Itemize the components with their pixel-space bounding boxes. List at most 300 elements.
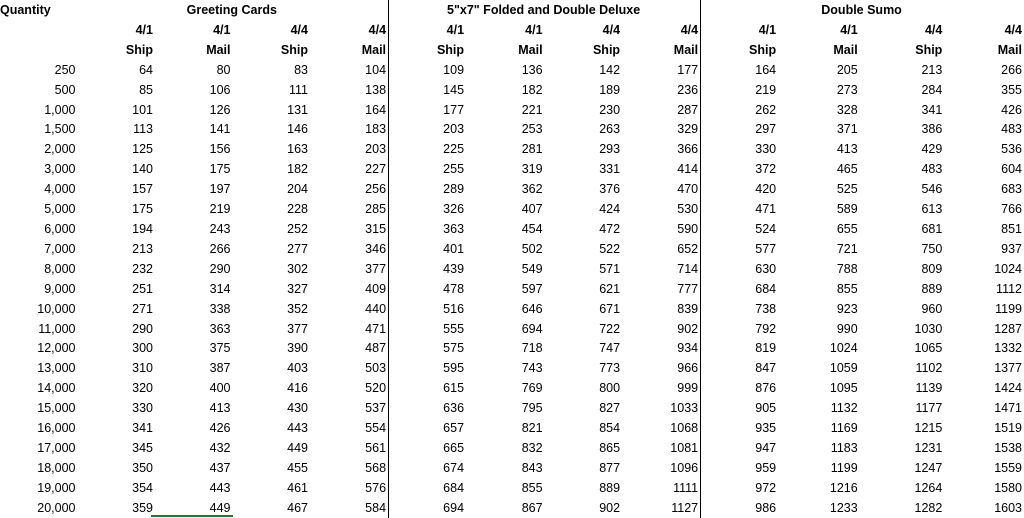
price-cell: 718 (521, 341, 543, 356)
price-cell: 855 (836, 281, 858, 296)
price-cell: 221 (521, 102, 543, 117)
price-cell: 1603 (994, 500, 1022, 515)
price-cell: 426 (1001, 102, 1022, 117)
price-cell: 432 (209, 440, 231, 455)
price-cell: 232 (132, 261, 153, 276)
price-cell: 630 (755, 261, 777, 276)
price-cell: 287 (622, 100, 701, 120)
price-cell: 470 (622, 179, 701, 199)
price-cell: 561 (310, 438, 389, 458)
price-cell: 876 (755, 381, 777, 396)
price-cell: 387 (209, 361, 231, 376)
price-cell: 285 (310, 199, 389, 219)
price-cell: 847 (755, 361, 777, 376)
price-cell: 302 (287, 261, 308, 276)
price-cell: 502 (521, 241, 543, 256)
price-cell: 400 (209, 381, 231, 396)
price-cell: 577 (755, 241, 777, 256)
price-cell: 889 (599, 480, 621, 495)
table-row (0, 438, 1024, 458)
price-cell: 851 (1001, 222, 1022, 236)
price-cell: 472 (599, 222, 621, 236)
price-cell: 467 (287, 500, 308, 515)
price-cell: 111 (288, 82, 308, 97)
price-cell: 902 (622, 319, 701, 339)
table-row (0, 179, 1024, 199)
price-cell: 516 (443, 301, 465, 316)
price-cell: 738 (755, 301, 777, 316)
price-cell: 177 (622, 60, 701, 80)
price-cell: 483 (921, 162, 943, 177)
price-cell: 530 (622, 199, 701, 219)
price-cell: 461 (287, 480, 308, 495)
price-cell: 636 (443, 401, 465, 416)
table-row (0, 478, 1024, 498)
price-cell: 520 (310, 379, 389, 399)
price-cell: 471 (755, 202, 777, 217)
price-cell: 747 (599, 341, 621, 356)
price-cell: 1177 (915, 401, 943, 416)
subheader-cell: Mail (997, 42, 1022, 57)
price-cell: 204 (287, 182, 308, 197)
quantity-cell: 14,000 (37, 381, 76, 396)
price-cell: 197 (209, 182, 231, 197)
quantity-cell: 8,000 (44, 261, 76, 276)
price-cell: 652 (622, 239, 701, 259)
price-cell: 999 (622, 379, 701, 399)
price-cell: 228 (287, 202, 308, 217)
subheader-cell: 4/4 (1004, 22, 1022, 37)
price-cell: 426 (209, 421, 231, 436)
price-cell: 1538 (994, 440, 1022, 455)
subheader-cell: Mail (518, 42, 543, 57)
price-cell: 109 (443, 62, 465, 77)
subheader-cell: 4/4 (310, 20, 389, 40)
price-cell: 1065 (914, 341, 943, 356)
price-cell: 788 (836, 261, 858, 276)
price-cell: 319 (521, 162, 543, 177)
price-cell: 136 (521, 62, 543, 77)
quantity-cell: 13,000 (37, 361, 76, 376)
price-cell: 80 (216, 62, 231, 77)
price-cell: 315 (310, 219, 389, 239)
price-cell: 376 (599, 182, 621, 197)
price-cell: 1111 (622, 478, 701, 498)
price-cell: 843 (521, 460, 543, 475)
price-cell: 413 (209, 401, 231, 416)
price-cell: 1059 (829, 361, 858, 376)
subheader-cell: 4/1 (135, 22, 153, 37)
price-cell: 1264 (914, 480, 943, 495)
price-cell: 205 (836, 62, 858, 77)
price-cell: 430 (287, 401, 308, 416)
price-cell: 1519 (994, 421, 1022, 436)
price-cell: 524 (755, 222, 777, 236)
price-cell: 1127 (622, 498, 701, 518)
quantity-cell: 3,000 (44, 162, 76, 177)
price-cell: 1095 (829, 381, 858, 396)
price-cell: 1102 (915, 361, 943, 376)
price-cell: 1132 (830, 401, 858, 416)
price-cell: 819 (755, 341, 777, 356)
price-cell: 85 (139, 82, 153, 97)
price-cell: 273 (836, 82, 858, 97)
price-cell: 177 (443, 102, 465, 117)
price-cell: 331 (599, 162, 621, 177)
price-cell: 290 (132, 321, 153, 336)
subheader-cell: 4/1 (758, 22, 777, 37)
price-cell: 923 (836, 301, 858, 316)
price-cell: 792 (755, 321, 777, 336)
price-cell: 1282 (914, 500, 943, 515)
price-cell: 414 (622, 160, 701, 180)
price-cell: 1580 (994, 480, 1022, 495)
subheader-cell: Mail (833, 42, 858, 57)
price-cell: 284 (921, 82, 943, 97)
price-cell: 363 (209, 321, 231, 336)
price-cell: 1287 (994, 321, 1022, 336)
price-cell: 1096 (622, 458, 701, 478)
price-cell: 106 (209, 82, 231, 97)
price-cell: 487 (310, 339, 389, 359)
price-cell: 694 (443, 500, 465, 515)
price-cell: 665 (443, 440, 465, 455)
price-cell: 595 (443, 361, 465, 376)
subheader-cell: 4/4 (924, 22, 943, 37)
quantity-cell: 1,000 (44, 102, 76, 117)
price-cell: 1183 (830, 440, 858, 455)
price-cell: 1199 (995, 301, 1022, 316)
price-cell: 126 (209, 102, 231, 117)
table-row (0, 359, 1024, 379)
price-cell: 568 (310, 458, 389, 478)
price-cell: 990 (836, 321, 858, 336)
price-cell: 1199 (830, 460, 858, 475)
price-cell: 338 (209, 301, 231, 316)
price-cell: 905 (755, 401, 777, 416)
price-cell: 297 (755, 122, 777, 137)
table-row (0, 100, 1024, 120)
price-cell: 536 (1001, 142, 1022, 157)
price-cell: 243 (209, 222, 231, 236)
table-row (0, 199, 1024, 219)
table-row (0, 239, 1024, 259)
price-cell: 1030 (914, 321, 943, 336)
subheader-cell: 4/1 (213, 22, 231, 37)
quantity-cell: 10,000 (37, 301, 76, 316)
price-cell: 722 (599, 321, 621, 336)
price-cell: 277 (287, 241, 308, 256)
price-cell: 854 (599, 421, 621, 436)
table-row (0, 339, 1024, 359)
header-row-finish (0, 20, 1024, 40)
price-cell: 366 (622, 140, 701, 160)
price-cell: 125 (132, 142, 153, 157)
group-header-folded-double-deluxe: 5"x7" Folded and Double Deluxe (389, 0, 701, 20)
price-cell: 424 (599, 202, 621, 217)
price-cell: 743 (521, 361, 543, 376)
price-cell: 597 (521, 281, 543, 296)
price-cell: 549 (521, 261, 543, 276)
price-cell: 341 (132, 421, 153, 436)
table-row (0, 379, 1024, 399)
price-cell: 584 (310, 498, 389, 518)
price-cell: 646 (521, 301, 543, 316)
quantity-cell: 11,000 (38, 321, 76, 336)
price-cell: 401 (443, 241, 465, 256)
price-cell: 571 (599, 261, 621, 276)
subheader-cell: 4/1 (446, 22, 465, 37)
price-cell: 986 (755, 500, 777, 515)
price-cell: 345 (132, 440, 153, 455)
price-cell: 615 (443, 381, 465, 396)
price-cell: 429 (921, 142, 943, 157)
price-cell: 777 (622, 279, 701, 299)
header-row-delivery (0, 40, 1024, 60)
price-cell: 576 (310, 478, 389, 498)
price-cell: 83 (294, 62, 308, 77)
price-cell: 377 (310, 259, 389, 279)
quantity-header: Quantity (0, 2, 51, 17)
price-cell: 355 (1001, 82, 1022, 97)
quantity-cell: 16,000 (37, 421, 76, 436)
price-cell: 262 (755, 102, 777, 117)
price-cell: 684 (443, 480, 465, 495)
price-cell: 213 (921, 62, 943, 77)
quantity-cell: 12,000 (37, 341, 76, 356)
price-cell: 156 (209, 142, 231, 157)
price-cell: 440 (310, 299, 389, 319)
quantity-cell: 7,000 (44, 241, 76, 256)
price-cell: 271 (132, 301, 153, 316)
price-cell: 455 (287, 460, 308, 475)
price-cell: 889 (921, 281, 943, 296)
quantity-cell: 20,000 (37, 500, 76, 515)
subheader-cell: Mail (622, 40, 701, 60)
price-cell: 64 (139, 62, 153, 77)
price-cell: 604 (1001, 162, 1022, 177)
price-cell: 483 (1001, 122, 1022, 137)
price-cell: 289 (443, 182, 465, 197)
subheader-cell: 4/4 (622, 20, 701, 40)
price-cell: 407 (521, 202, 543, 217)
price-cell: 1081 (622, 438, 701, 458)
price-cell: 465 (836, 162, 858, 177)
price-cell: 203 (310, 140, 389, 160)
header-blank-cell (0, 40, 78, 60)
price-cell: 683 (1001, 182, 1022, 197)
table-row (0, 299, 1024, 319)
price-cell: 1247 (914, 460, 943, 475)
quantity-cell: 18,000 (37, 460, 76, 475)
price-cell: 219 (755, 82, 777, 97)
price-cell: 386 (921, 122, 943, 137)
price-cell: 346 (310, 239, 389, 259)
price-cell: 478 (443, 281, 465, 296)
price-cell: 375 (209, 341, 231, 356)
price-cell: 555 (443, 321, 465, 336)
price-cell: 1377 (994, 361, 1022, 376)
header-blank-cell (0, 20, 78, 40)
price-cell: 253 (521, 122, 543, 137)
subheader-cell: 4/4 (602, 22, 621, 37)
price-cell: 935 (755, 421, 777, 436)
price-cell: 439 (443, 261, 465, 276)
price-cell: 671 (599, 301, 621, 316)
subheader-cell: Ship (280, 42, 308, 57)
price-cell: 350 (132, 460, 153, 475)
quantity-cell: 6,000 (44, 222, 76, 236)
price-cell: 416 (287, 381, 308, 396)
price-cell: 1471 (994, 401, 1022, 416)
price-cell: 363 (443, 222, 465, 236)
price-cell: 832 (521, 440, 543, 455)
quantity-cell: 15,000 (37, 401, 76, 416)
price-cell: 865 (599, 440, 621, 455)
quantity-cell: 4,000 (44, 182, 76, 197)
quantity-cell: 19,000 (37, 480, 76, 495)
price-cell: 141 (209, 122, 231, 137)
price-cell: 471 (310, 319, 389, 339)
quantity-cell: 1,500 (44, 122, 76, 137)
price-cell: 377 (287, 321, 308, 336)
price-cell: 131 (287, 102, 308, 117)
price-cell: 182 (287, 162, 308, 177)
price-cell: 1233 (829, 500, 858, 515)
price-cell: 263 (599, 122, 621, 137)
cell-selection-underline (151, 515, 233, 517)
table-row (0, 120, 1024, 140)
price-cell: 795 (521, 401, 543, 416)
subheader-cell: 4/4 (290, 22, 308, 37)
price-cell: 522 (599, 241, 621, 256)
price-cell: 314 (209, 281, 231, 296)
price-cell: 330 (132, 401, 153, 416)
price-cell: 157 (132, 182, 153, 197)
price-cell: 1169 (830, 421, 858, 436)
subheader-cell: Ship (125, 42, 153, 57)
price-cell: 902 (599, 500, 621, 515)
price-cell: 681 (921, 222, 943, 236)
price-cell: 310 (132, 361, 153, 376)
price-cell: 164 (755, 62, 777, 77)
price-cell: 194 (132, 222, 153, 236)
group-header-greeting-cards: Greeting Cards (78, 0, 389, 20)
price-cell: 413 (836, 142, 858, 157)
price-cell: 330 (755, 142, 777, 157)
table-row (0, 160, 1024, 180)
price-cell: 266 (209, 241, 231, 256)
price-cell: 750 (921, 241, 943, 256)
price-cell: 1068 (622, 418, 701, 438)
price-cell: 354 (132, 480, 153, 495)
price-cell: 320 (132, 381, 153, 396)
price-cell: 655 (836, 222, 858, 236)
price-cell: 613 (921, 202, 943, 217)
price-cell: 674 (443, 460, 465, 475)
header-row-groups (0, 0, 1024, 20)
price-cell: 437 (209, 460, 231, 475)
price-cell: 449 (209, 500, 231, 515)
quantity-cell: 5,000 (44, 202, 76, 217)
price-cell: 684 (755, 281, 777, 296)
quantity-cell: 17,000 (37, 440, 76, 455)
price-cell: 855 (521, 480, 543, 495)
table-row (0, 279, 1024, 299)
price-cell: 203 (443, 122, 465, 137)
subheader-cell: Ship (592, 42, 621, 57)
price-cell: 443 (209, 480, 231, 495)
subheader-cell: Mail (206, 42, 231, 57)
price-cell: 537 (310, 398, 389, 418)
price-cell: 251 (132, 281, 153, 296)
table-row (0, 398, 1024, 418)
price-cell: 219 (209, 202, 231, 217)
price-cell: 371 (836, 122, 858, 137)
price-cell: 1024 (829, 341, 858, 356)
price-cell: 1559 (994, 460, 1022, 475)
price-cell: 182 (521, 82, 543, 97)
table-row (0, 319, 1024, 339)
price-cell: 290 (209, 261, 231, 276)
price-cell: 1112 (996, 281, 1022, 296)
price-cell: 327 (287, 281, 308, 296)
price-cell: 937 (1001, 241, 1022, 256)
price-cell: 1424 (994, 381, 1022, 396)
price-cell: 142 (599, 62, 621, 77)
price-cell: 546 (921, 182, 943, 197)
price-cell: 766 (1001, 202, 1022, 217)
price-cell: 1033 (622, 398, 701, 418)
quantity-cell: 2,000 (44, 142, 76, 157)
quantity-cell: 250 (54, 62, 76, 77)
price-cell: 183 (310, 120, 389, 140)
price-cell: 575 (443, 341, 465, 356)
price-cell: 525 (836, 182, 858, 197)
price-cell: 821 (521, 421, 543, 436)
price-cell: 657 (443, 421, 465, 436)
table-row (0, 80, 1024, 100)
price-cell: 449 (287, 440, 308, 455)
price-cell: 1231 (914, 440, 943, 455)
price-cell: 329 (622, 120, 701, 140)
price-cell: 104 (310, 60, 389, 80)
price-cell: 1215 (914, 421, 943, 436)
price-cell: 773 (599, 361, 621, 376)
table-row (0, 140, 1024, 160)
price-cell: 947 (755, 440, 777, 455)
price-cell: 800 (599, 381, 621, 396)
price-cell: 966 (622, 359, 701, 379)
price-cell: 163 (287, 142, 308, 157)
price-cell: 230 (599, 102, 621, 117)
price-cell: 554 (310, 418, 389, 438)
price-cell: 960 (921, 301, 943, 316)
price-cell: 1024 (994, 261, 1022, 276)
table-row (0, 219, 1024, 239)
price-cell: 454 (521, 222, 543, 236)
price-cell: 113 (133, 122, 153, 137)
table-row (0, 458, 1024, 478)
price-cell: 972 (755, 480, 777, 495)
price-cell: 420 (755, 182, 777, 197)
subheader-cell: Ship (915, 42, 943, 57)
price-cell: 589 (836, 202, 858, 217)
price-cell: 213 (132, 241, 153, 256)
price-cell: 352 (287, 301, 308, 316)
price-cell: 138 (310, 80, 389, 100)
price-cell: 1332 (994, 341, 1022, 356)
